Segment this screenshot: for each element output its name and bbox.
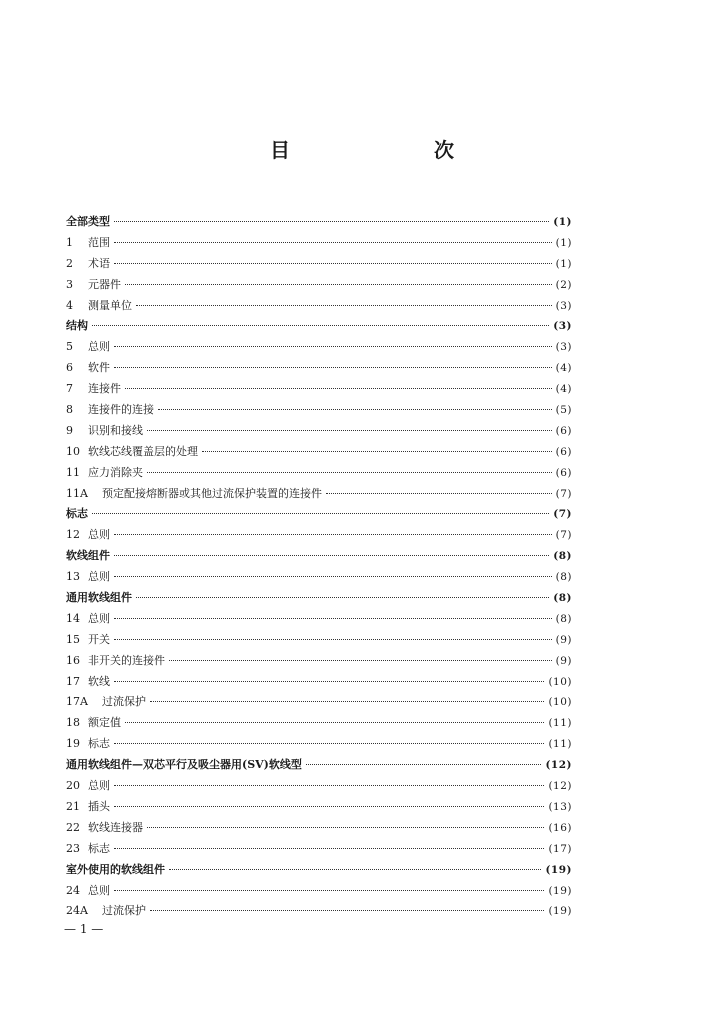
toc-entry-page: (19): [545, 863, 572, 876]
dot-leader: [169, 659, 552, 661]
toc-entry-page: (9): [555, 633, 572, 646]
toc-entry: [66, 881, 572, 902]
toc-entry-label: 总则: [88, 340, 110, 354]
toc-entry-page: (4): [555, 362, 572, 375]
toc-entry-page: (8): [553, 550, 572, 563]
toc-entry: [66, 379, 572, 400]
toc-entry-label: 插头: [88, 799, 110, 813]
toc-entry-page: (3): [555, 299, 572, 312]
toc-entry-number: 8: [66, 403, 73, 417]
toc-entry-label: 术语: [88, 256, 110, 270]
dot-leader: [136, 596, 549, 598]
dot-leader: [158, 408, 552, 410]
dot-leader: [92, 512, 549, 514]
dot-leader: [306, 763, 542, 765]
toc-section-heading: [66, 504, 572, 525]
dot-leader: [326, 492, 552, 494]
toc-entry-label: 软线连接器: [88, 820, 143, 834]
toc-entry: [66, 692, 572, 713]
toc-entry-page: (8): [555, 571, 572, 584]
dot-leader: [114, 262, 552, 264]
toc-entry-number: 21: [66, 799, 80, 813]
toc-entry-page: (11): [548, 717, 572, 730]
toc-entry-page: (1): [555, 236, 572, 249]
toc-entry-number: 19: [66, 737, 80, 751]
toc-entry-page: (12): [548, 780, 572, 793]
toc-entry-number: 5: [66, 340, 73, 354]
toc-entry-page: (8): [553, 592, 572, 605]
dot-leader: [114, 533, 552, 535]
dot-leader: [114, 575, 552, 577]
toc-entry-label: 应力消除夹: [88, 465, 143, 479]
dot-leader: [114, 554, 549, 556]
toc-entry-label: 通用软线组件—双芯平行及吸尘器用(SV)软线型: [66, 758, 302, 772]
toc-entry: [66, 484, 572, 505]
dot-leader: [125, 721, 544, 723]
toc-entry-label: 软件: [88, 361, 110, 375]
toc-entry-page: (19): [548, 884, 572, 897]
toc-entry-label: 软线芯线覆盖层的处理: [88, 444, 198, 458]
toc-entry-label: 标志: [88, 841, 110, 855]
toc-entry-page: (12): [545, 759, 572, 772]
toc-entry-label: 额定值: [88, 716, 121, 730]
toc-entry-page: (9): [555, 654, 572, 667]
dot-leader: [147, 826, 544, 828]
toc-entry-label: 过流保护: [102, 695, 146, 709]
toc-entry: [66, 358, 572, 379]
toc-entry-label: 软线: [88, 674, 110, 688]
toc-entry-label: 连接件: [88, 382, 121, 396]
dot-leader: [92, 324, 549, 326]
table-of-contents: [66, 212, 572, 922]
toc-entry-page: (13): [548, 800, 572, 813]
toc-entry-page: (3): [555, 341, 572, 354]
toc-entry-label: 总则: [88, 528, 110, 542]
toc-entry-page: (6): [555, 424, 572, 437]
toc-entry: [66, 713, 572, 734]
toc-entry-number: 12: [66, 528, 80, 542]
page-title: 目 次: [270, 138, 516, 162]
toc-entry-page: (6): [555, 445, 572, 458]
toc-entry-page: (5): [555, 404, 572, 417]
toc-entry-label: 过流保护: [102, 904, 146, 918]
toc-entry: [66, 254, 572, 275]
toc-entry-number: 2: [66, 256, 73, 270]
toc-entry-number: 16: [66, 653, 80, 667]
dot-leader: [150, 700, 544, 702]
toc-entry: [66, 233, 572, 254]
dot-leader: [114, 805, 544, 807]
dot-leader: [114, 847, 544, 849]
toc-entry-number: 15: [66, 632, 80, 646]
toc-entry-page: (19): [548, 905, 572, 918]
toc-entry: [66, 672, 572, 693]
toc-entry-label: 标志: [66, 507, 88, 521]
toc-entry-page: (1): [555, 257, 572, 270]
dot-leader: [114, 241, 552, 243]
toc-entry-number: 17: [66, 674, 80, 688]
toc-entry-label: 测量单位: [88, 298, 132, 312]
toc-entry-number: 11A: [66, 486, 88, 500]
toc-entry-number: 13: [66, 570, 80, 584]
toc-entry-number: 10: [66, 444, 80, 458]
toc-section-heading: [66, 755, 572, 776]
dot-leader: [114, 638, 552, 640]
toc-entry: [66, 818, 572, 839]
dot-leader: [125, 387, 552, 389]
toc-entry: [66, 400, 572, 421]
toc-entry-page: (4): [555, 383, 572, 396]
toc-entry-page: (8): [555, 612, 572, 625]
toc-entry-page: (7): [555, 487, 572, 500]
toc-entry-page: (10): [548, 675, 572, 688]
toc-entry: [66, 525, 572, 546]
toc-entry: [66, 567, 572, 588]
toc-entry-number: 22: [66, 820, 80, 834]
toc-entry: [66, 901, 572, 922]
toc-entry-label: 范围: [88, 235, 110, 249]
toc-entry-page: (2): [555, 278, 572, 291]
toc-section-heading: [66, 316, 572, 337]
toc-entry-page: (11): [548, 738, 572, 751]
toc-entry-number: 24A: [66, 904, 88, 918]
toc-entry: [66, 421, 572, 442]
toc-entry-label: 总则: [88, 611, 110, 625]
dot-leader: [147, 471, 552, 473]
toc-entry-number: 20: [66, 779, 80, 793]
toc-entry-page: (7): [555, 529, 572, 542]
dot-leader: [114, 889, 544, 891]
toc-section-heading: [66, 212, 572, 233]
toc-entry-label: 通用软线组件: [66, 591, 132, 605]
dot-leader: [202, 450, 552, 452]
toc-entry-label: 元器件: [88, 277, 121, 291]
dot-leader: [114, 220, 549, 222]
toc-entry: [66, 797, 572, 818]
toc-entry: [66, 609, 572, 630]
toc-entry-page: (10): [548, 696, 572, 709]
toc-entry: [66, 296, 572, 317]
toc-entry: [66, 630, 572, 651]
toc-entry-number: 6: [66, 361, 73, 375]
toc-entry: [66, 463, 572, 484]
dot-leader: [150, 909, 544, 911]
toc-entry-page: (6): [555, 466, 572, 479]
toc-entry-number: 9: [66, 423, 73, 437]
dot-leader: [169, 868, 541, 870]
dot-leader: [114, 742, 544, 744]
toc-entry-number: 4: [66, 298, 73, 312]
toc-entry: [66, 839, 572, 860]
toc-entry-label: 标志: [88, 737, 110, 751]
toc-entry-page: (1): [553, 216, 572, 228]
toc-entry-page: (7): [553, 508, 572, 521]
toc-entry-label: 识别和接线: [88, 423, 143, 437]
dot-leader: [136, 304, 552, 306]
toc-entry-number: 24: [66, 883, 80, 897]
toc-entry-number: 1: [66, 235, 73, 249]
dot-leader: [114, 784, 544, 786]
toc-entry-page: (3): [553, 320, 572, 333]
toc-entry-label: 软线组件: [66, 549, 110, 563]
dot-leader: [114, 680, 544, 682]
dot-leader: [114, 617, 552, 619]
toc-entry-page: (16): [548, 821, 572, 834]
dot-leader: [114, 345, 552, 347]
toc-entry-label: 总则: [88, 570, 110, 584]
toc-entry-page: (17): [548, 842, 572, 855]
toc-entry-label: 非开关的连接件: [88, 653, 165, 667]
dot-leader: [114, 366, 552, 368]
toc-entry: [66, 275, 572, 296]
toc-entry: [66, 442, 572, 463]
toc-entry-label: 连接件的连接: [88, 403, 154, 417]
page-number: — 1 —: [64, 922, 104, 936]
toc-section-heading: [66, 588, 572, 609]
dot-leader: [147, 429, 552, 431]
toc-entry-number: 17A: [66, 695, 88, 709]
toc-entry: [66, 734, 572, 755]
toc-entry: [66, 776, 572, 797]
toc-entry-label: 结构: [66, 319, 88, 333]
toc-entry-label: 全部类型: [66, 215, 110, 228]
toc-entry: [66, 337, 572, 358]
dot-leader: [125, 283, 552, 285]
toc-entry-number: 23: [66, 841, 80, 855]
toc-entry-number: 3: [66, 277, 73, 291]
toc-entry-number: 18: [66, 716, 80, 730]
toc-section-heading: [66, 860, 572, 881]
toc-entry-label: 总则: [88, 883, 110, 897]
toc-entry-number: 11: [66, 465, 80, 479]
toc-entry: [66, 651, 572, 672]
toc-entry-label: 开关: [88, 632, 110, 646]
toc-entry-label: 总则: [88, 779, 110, 793]
toc-section-heading: [66, 546, 572, 567]
toc-entry-label: 室外使用的软线组件: [66, 862, 165, 876]
toc-entry-label: 预定配接熔断器或其他过流保护装置的连接件: [102, 486, 322, 500]
toc-entry-number: 14: [66, 611, 80, 625]
toc-entry-number: 7: [66, 382, 73, 396]
